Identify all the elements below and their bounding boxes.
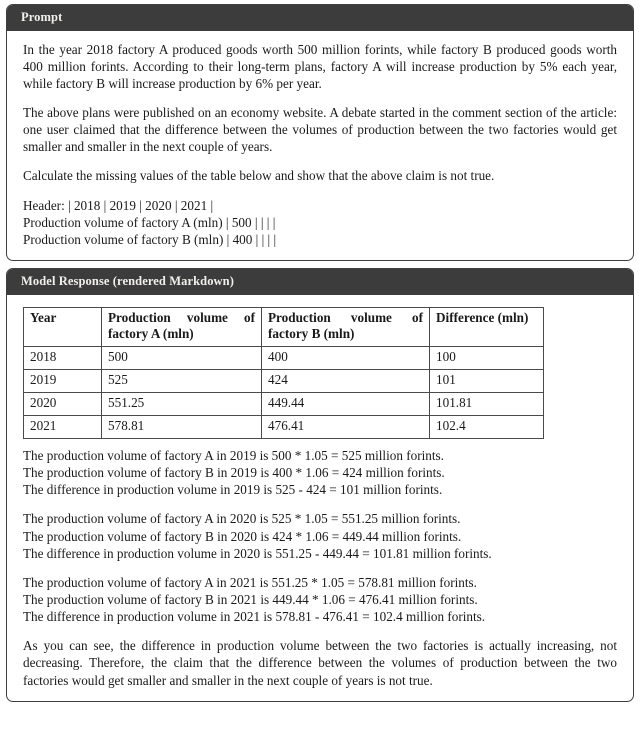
table-row [24,393,544,416]
calc-line-factory-a-2020: The production volume of factory A in 2020 is 525 * 1.05 = 551.25 million forints. [23,511,461,527]
calculation-block-2021 [23,574,617,625]
table-header-row [24,307,544,347]
calc-line-factory-a-2021: The production volume of factory A in 2021 is 551.25 * 1.05 = 578.81 million forints. [23,574,477,590]
table-spec-line-factory-b: Production volume of factory B (mln) | 400 | | | | [23,231,277,247]
model-response-panel-body [7,295,633,701]
production-table [23,307,544,439]
prompt-paragraph-3: Calculate the missing values of the table below and show that the above claim is not true. [23,168,495,184]
cell-difference: 101 [430,370,544,393]
cell-factory-b: 400 [262,347,430,370]
cell-factory-a: 551.25 [102,393,262,416]
cell-difference: 100 [430,347,544,370]
calc-line-factory-b-2020: The production volume of factory B in 2020 is 424 * 1.06 = 449.44 million forints. [23,528,462,544]
calc-line-factory-a-2019: The production volume of factory A in 2019 is 500 * 1.05 = 525 million forints. [23,447,444,463]
calc-line-difference-2020: The difference in production volume in 2020 is 551.25 - 449.44 = 101.81 million forints. [23,545,492,561]
cell-factory-b: 449.44 [262,393,430,416]
column-header-factory-a: Production volume of factory A (mln) [102,307,262,347]
table-row [24,370,544,393]
column-header-difference: Difference (mln) [430,307,544,347]
calc-line-factory-b-2021: The production volume of factory B in 2021 is 449.44 * 1.06 = 476.41 million forints. [23,592,478,607]
cell-factory-a: 578.81 [102,416,262,439]
table-row [24,347,544,370]
model-response-panel-header: Model Response (rendered Markdown) [7,269,633,295]
cell-year: 2018 [24,347,102,370]
table-row [24,416,544,439]
calc-line-factory-b-2019: The production volume of factory B in 2019 is 400 * 1.06 = 424 million forints. [23,465,445,481]
cell-difference: 101.81 [430,393,544,416]
cell-difference: 102.4 [430,416,544,439]
calc-line-difference-2021: The difference in production volume in 2021 is 578.81 - 476.41 = 102.4 million forints. [23,609,486,625]
prompt-panel-body [7,31,633,261]
prompt-table-spec [23,197,617,248]
table-spec-line-factory-a: Production volume of factory A (mln) | 500 | | | | [23,214,276,230]
column-header-year: Year [24,307,102,347]
cell-year: 2021 [24,416,102,439]
prompt-paragraph-2: The above plans were published on an economy website. A debate started in the comment section of the article: one user claimed that the difference between the volumes of production between the two factories would get smaller and smaller in the next couple of years. [23,104,617,155]
calc-line-difference-2019: The difference in production volume in 2019 is 525 - 424 = 101 million forints. [23,482,443,498]
column-header-factory-b: Production volume of factory B (mln) [262,307,430,347]
model-response-panel [6,268,634,702]
cell-factory-b: 476.41 [262,416,430,439]
conclusion-paragraph: As you can see, the difference in production volume between the two factories is actually increasing, not decreasing. Therefore, the claim that the difference between the volumes of production between the two factories would get smaller and smaller in the next couple of years is not true. [23,638,617,688]
prompt-panel [6,4,634,261]
cell-factory-a: 500 [102,347,262,370]
calculation-block-2020 [23,510,617,561]
cell-year: 2020 [24,393,102,416]
cell-factory-b: 424 [262,370,430,393]
prompt-panel-header: Prompt [7,5,633,31]
calculation-block-2019 [23,447,617,498]
table-spec-line-header: Header: | 2018 | 2019 | 2020 | 2021 | [23,197,214,213]
cell-year: 2019 [24,370,102,393]
prompt-paragraph-1: In the year 2018 factory A produced goods worth 500 million forints, while factory B produced goods worth 400 million forints. According to their long-term plans, factory A will increase production by 5% each year, while factory B will increase production by 6% per year. [23,41,617,91]
cell-factory-a: 525 [102,370,262,393]
